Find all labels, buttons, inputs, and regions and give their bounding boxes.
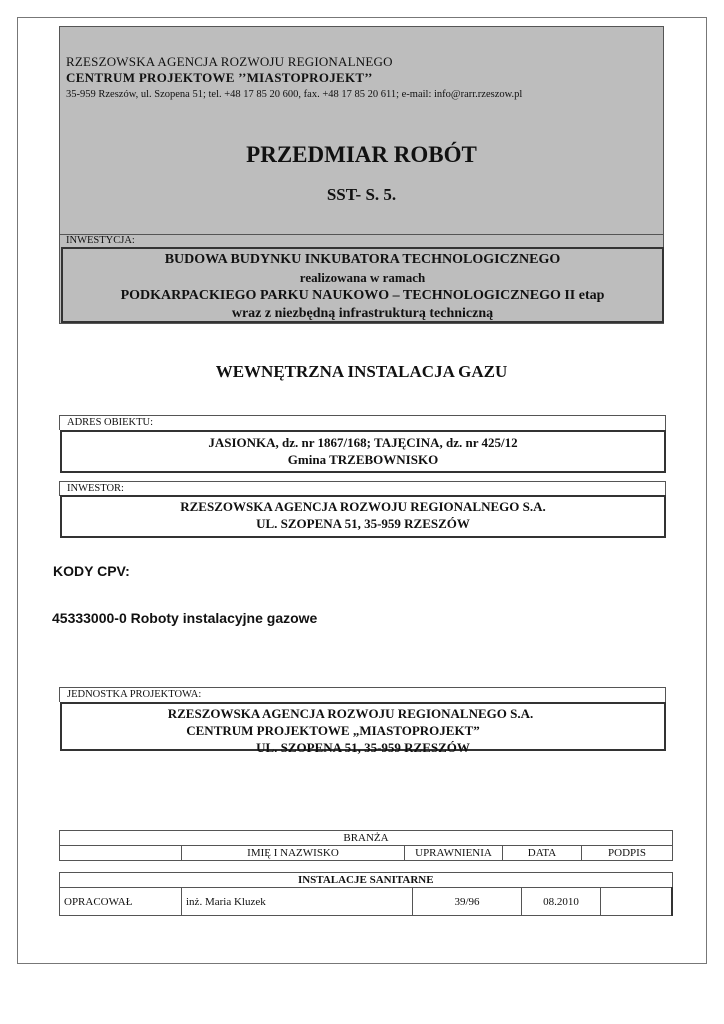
center-name: CENTRUM PROJEKTOWE ’’MIASTOPROJEKT’’ <box>66 70 373 85</box>
investment-line1: BUDOWA BUDYNKU INKUBATORA TECHNOLOGICZNEGO <box>164 252 561 267</box>
contact-line: 35-959 Rzeszów, ul. Szopena 51; tel. +48 17 85 20 600, fax. +48 17 85 20 611; e-mail: info@rarr.rzeszow.pl <box>66 89 523 100</box>
investment-line2: realizowana w ramach <box>299 270 426 285</box>
branch-header: BRANŻA <box>60 831 673 846</box>
investment-label: INWESTYCJA: <box>66 235 135 246</box>
date-cell: 08.2010 <box>522 888 601 916</box>
address-line2: Gmina TRZEBOWNISKO <box>287 452 439 467</box>
investor-line2: UL. SZOPENA 51, 35-959 RZESZÓW <box>256 516 470 531</box>
address-label-row <box>59 415 666 430</box>
investor-line1: RZESZOWSKA AGENCJA ROZWOJU REGIONALNEGO S.A. <box>180 499 546 514</box>
design-unit-label-row <box>59 687 666 702</box>
section-title: WEWNĘTRZNA INSTALACJA GAZU <box>215 362 508 381</box>
license-cell: 39/96 <box>413 888 522 916</box>
col-name-header: IMIĘ I NAZWISKO <box>182 846 405 861</box>
investor-label: INWESTOR: <box>67 483 124 494</box>
investment-box <box>61 247 664 323</box>
address-line1: JASIONKA, dz. nr 1867/168; TAJĘCINA, dz. nr 425/12 <box>208 435 518 450</box>
address-label: ADRES OBIEKTU: <box>67 417 154 428</box>
col-signature-header: PODPIS <box>582 846 673 861</box>
design-unit-line3: UL. SZOPENA 51, 35-959 RZESZÓW <box>256 740 470 755</box>
signature-data-table <box>59 872 673 916</box>
design-unit-box <box>60 702 666 755</box>
section-row: INSTALACJE SANITARNE <box>60 873 673 888</box>
signature-header-table <box>59 830 673 861</box>
name-cell: inż. Maria Kluzek <box>182 888 413 916</box>
design-unit-label: JEDNOSTKA PROJEKTOWA: <box>67 689 202 700</box>
investment-line4: wraz z niezbędną infrastrukturą techniczną <box>231 306 494 321</box>
org-name: RZESZOWSKA AGENCJA ROZWOJU REGIONALNEGO <box>66 54 393 69</box>
document-code: SST- S. 5. <box>326 185 397 204</box>
investment-line3: PODKARPACKIEGO PARKU NAUKOWO – TECHNOLOGICZNEGO II etap <box>120 288 605 303</box>
document-title: PRZEDMIAR ROBÓT <box>246 142 477 167</box>
design-unit-line1: RZESZOWSKA AGENCJA ROZWOJU REGIONALNEGO S.A. <box>167 706 534 721</box>
cpv-heading: KODY CPV: <box>53 563 130 579</box>
signature-cell <box>601 888 673 916</box>
col-license-header: UPRAWNIENIA <box>405 846 503 861</box>
investor-box <box>60 495 666 538</box>
col-date-header: DATA <box>503 846 582 861</box>
investor-label-row <box>59 481 666 496</box>
design-unit-line2: CENTRUM PROJEKTOWE „MIASTOPROJEKT” <box>186 723 480 738</box>
cpv-code-line: 45333000-0 Roboty instalacyjne gazowe <box>52 610 318 626</box>
address-box <box>60 430 666 473</box>
blank-role-header <box>60 846 182 861</box>
investment-label-row <box>59 234 664 246</box>
role-cell: OPRACOWAŁ <box>60 888 182 916</box>
